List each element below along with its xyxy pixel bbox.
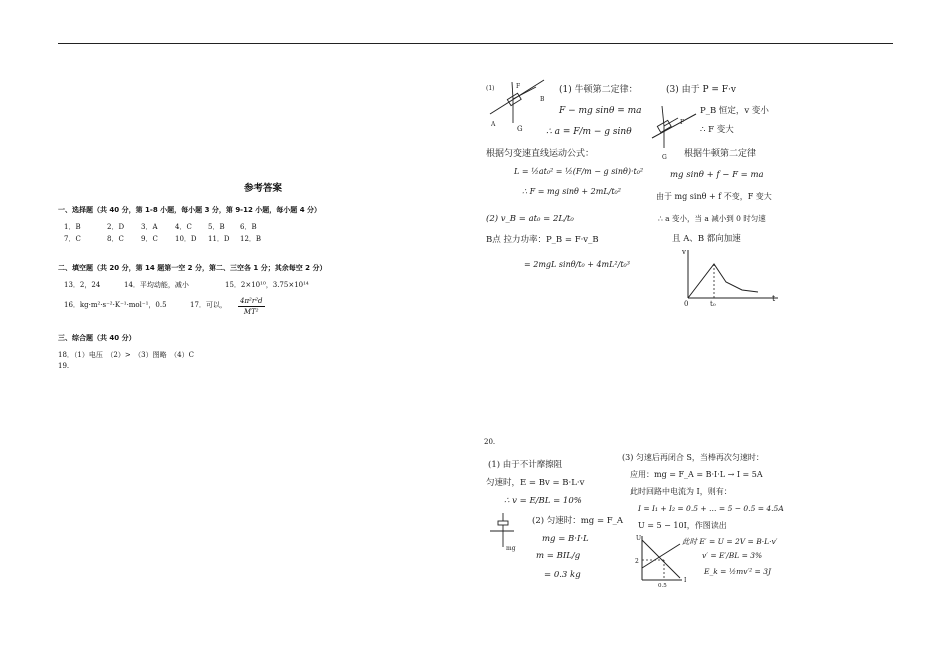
svg-text:= 2mgL sinθ/t₀ + 4mL²/t₀³: = 2mgL sinθ/t₀ + 4mL²/t₀³ xyxy=(524,260,630,269)
svg-text:F: F xyxy=(516,83,521,90)
svg-text:t₀: t₀ xyxy=(710,300,716,308)
handwritten-solution-19-right xyxy=(648,78,788,308)
svg-text:根据匀变速直线运动公式：: 根据匀变速直线运动公式： xyxy=(486,149,595,159)
answer-10: 10．D xyxy=(175,235,197,243)
svg-text:L = ½at₀² = ½(F/m − g sinθ)·t₀: L = ½at₀² = ½(F/m − g sinθ)·t₀² xyxy=(514,167,644,176)
svg-text:U: U xyxy=(636,535,642,542)
svg-text:B: B xyxy=(540,96,545,103)
svg-text:F − mg sinθ = ma: F − mg sinθ = ma xyxy=(559,106,642,116)
svg-text:且 A、B 都向加速: 且 A、B 都向加速 xyxy=(672,234,741,244)
svg-text:P_B 恒定，v 变小: P_B 恒定，v 变小 xyxy=(700,106,769,116)
svg-text:0: 0 xyxy=(684,300,689,308)
svg-text:∴ F 变大: ∴ F 变大 xyxy=(700,125,734,135)
answer-2: 2．D xyxy=(107,223,125,231)
svg-text:∴ a 变小，当 a 减小到 0 时匀速: ∴ a 变小，当 a 减小到 0 时匀速 xyxy=(658,214,766,223)
svg-text:(3) 匀速后再闭合 S，当棒再次匀速时：: (3) 匀速后再闭合 S，当棒再次匀速时： xyxy=(622,453,764,462)
answer-17-fraction xyxy=(238,297,265,316)
svg-text:G: G xyxy=(517,125,523,133)
svg-text:m = BIL/g: m = BIL/g xyxy=(536,551,581,561)
svg-text:2: 2 xyxy=(635,558,639,565)
svg-text:F: F xyxy=(680,119,685,126)
fraction-numerator: 4π²r²d xyxy=(240,297,263,305)
page-title: 参考答案 xyxy=(243,183,282,194)
svg-text:G: G xyxy=(662,154,667,161)
svg-text:(1): (1) xyxy=(486,85,495,92)
svg-text:A: A xyxy=(491,121,496,128)
svg-text:mg = B·I·L: mg = B·I·L xyxy=(542,534,589,544)
answer-5: 5．B xyxy=(208,223,225,231)
svg-text:U = 5 − 10I，作图读出: U = 5 − 10I，作图读出 xyxy=(638,521,727,530)
section-heading-choice: 一、选择题（共 40 分，第 1-8 小题，每小题 3 分，第 9-12 小题，每小题 4 分） xyxy=(58,206,322,214)
answer-9: 9．C xyxy=(141,235,158,243)
answer-7: 7．C xyxy=(64,235,81,243)
answer-6: 6．B xyxy=(240,223,257,231)
svg-text:根据牛顿第二定律: 根据牛顿第二定律 xyxy=(684,149,757,159)
header-rule xyxy=(58,43,893,44)
svg-text:v: v xyxy=(682,248,686,256)
answer-13: 13．2，24 xyxy=(64,281,101,289)
svg-text:mg sinθ + f − F = ma: mg sinθ + f − F = ma xyxy=(670,170,764,180)
svg-text:t: t xyxy=(772,294,776,303)
answer-15: 15．2×10¹⁰，3.75×10¹⁴ xyxy=(225,281,309,289)
svg-text:此时 E′ = U = 2V = B·L·v′: 此时 E′ = U = 2V = B·L·v′ xyxy=(682,537,778,546)
answer-16: 16．kg·m²·s⁻²·K⁻¹·mol⁻¹，0.5 xyxy=(64,301,167,309)
svg-text:mg: mg xyxy=(506,545,516,552)
svg-text:I: I xyxy=(684,577,687,584)
svg-text:(1) 牛顿第二定律：: (1) 牛顿第二定律： xyxy=(559,85,638,95)
answer-20-label: 20. xyxy=(484,438,496,446)
answer-18: 18．（1）电压 （2）> （3）图略 （4）C xyxy=(58,351,194,359)
answer-12: 12．B xyxy=(240,235,262,243)
answer-14: 14．平均动能，减小 xyxy=(124,281,189,289)
handwritten-solution-19-left xyxy=(484,78,659,273)
section-heading-fill: 二、填空题（共 20 分，第 14 题第一空 2 分，第二、三空各 1 分；其余每空 2 分） xyxy=(58,264,327,272)
answer-19-label: 19. xyxy=(58,362,70,370)
svg-text:0.5: 0.5 xyxy=(658,583,667,588)
answer-3: 3．A xyxy=(141,223,158,231)
answer-11: 11．D xyxy=(208,235,230,243)
svg-text:E_k = ½mv′² = 3J: E_k = ½mv′² = 3J xyxy=(704,567,771,576)
answer-1: 1．B xyxy=(64,223,81,231)
svg-text:应用：mg = F_A = B·I·L → I = 5A: 应用：mg = F_A = B·I·L → I = 5A xyxy=(630,470,763,479)
svg-text:此时回路中电流为 I，则有：: 此时回路中电流为 I，则有： xyxy=(630,487,732,496)
svg-text:由于 mg sinθ + f 不变，F 变大: 由于 mg sinθ + f 不变，F 变大 xyxy=(656,192,772,201)
svg-text:(2) v_B = at₀ = 2L/t₀: (2) v_B = at₀ = 2L/t₀ xyxy=(486,214,574,224)
svg-text:B点 拉力功率：P_B = F·v_B: B点 拉力功率：P_B = F·v_B xyxy=(486,235,599,245)
svg-text:∴ F = mg sinθ + 2mL/t₀²: ∴ F = mg sinθ + 2mL/t₀² xyxy=(522,187,621,196)
svg-text:∴ v = E/BL = 10%: ∴ v = E/BL = 10% xyxy=(504,496,582,506)
answer-17: 17．可以， xyxy=(190,301,227,309)
svg-text:∴ a = F/m − g sinθ: ∴ a = F/m − g sinθ xyxy=(546,127,632,137)
svg-text:匀速时，E = Bv = B·L·v: 匀速时，E = Bv = B·L·v xyxy=(486,478,585,488)
answer-8: 8．C xyxy=(107,235,124,243)
svg-text:v′ = E′/BL = 3%: v′ = E′/BL = 3% xyxy=(702,551,763,560)
svg-text:(1) 由于不计摩擦阻: (1) 由于不计摩擦阻 xyxy=(488,460,563,470)
answer-4: 4．C xyxy=(175,223,192,231)
fraction-denominator: MT² xyxy=(243,308,259,316)
handwritten-solution-20-right xyxy=(620,448,810,588)
section-heading-comprehensive: 三、综合题（共 40 分） xyxy=(58,334,136,342)
svg-text:(2) 匀速时：mg = F_A: (2) 匀速时：mg = F_A xyxy=(532,516,624,526)
svg-text:I = I₁ + I₂ = 0.5 + … = 5 − 0.: I = I₁ + I₂ = 0.5 + … = 5 − 0.5 = 4.5A xyxy=(638,504,784,513)
svg-text:(3) 由于 P = F·v: (3) 由于 P = F·v xyxy=(666,85,736,95)
svg-text:= 0.3 kg: = 0.3 kg xyxy=(544,570,581,580)
